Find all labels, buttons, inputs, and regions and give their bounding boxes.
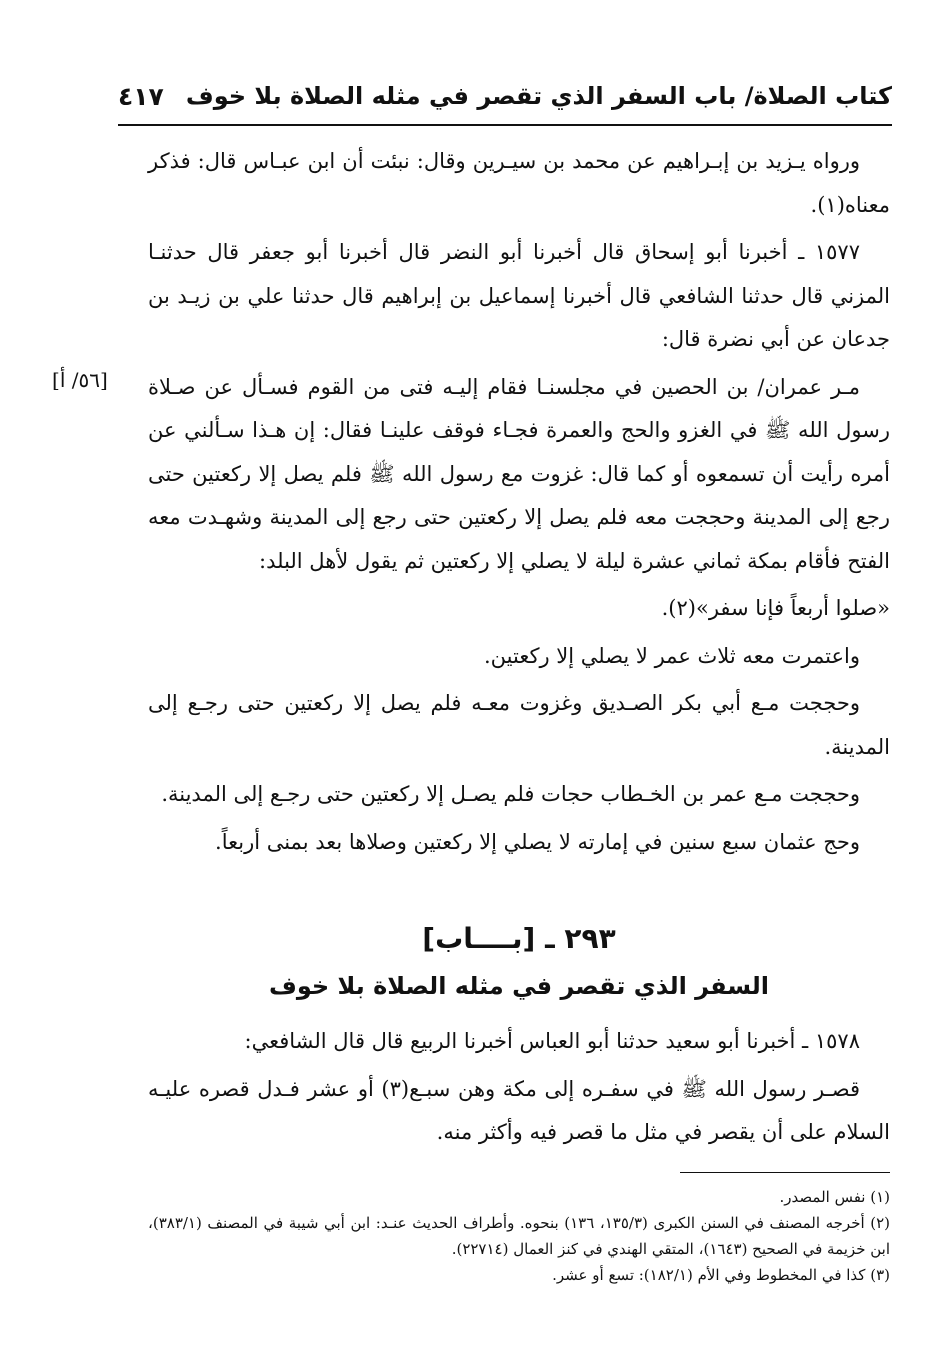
paragraph: وحججت مـع عمر بن الخـطاب حجات فلم يصـل إلا ركعتين حتى رجـع إلى المدينة. xyxy=(161,782,860,806)
paragraph: مـر عمران/ بن الحصين في مجلسنـا فقام إليـه فتى من القوم فسـأل عن صـلاة رسول الله ﷺ في الغزو والحج والعمرة فجـاء فوقف علينـا فقال: إن هـذا سـألني عن أمره رأيت أن تسمعوه أو كما قال: غزوت مع رسول الله ﷺ فلم يصل إلا ركعتين حتى رجع إلى المدينة وحججت معه فلم يصل إلا ركعتين حتى رجع إلى المدينة وشهـدت معه الفتح فأقام بمكة ثماني عشرة ليلة لا يصلي إلا ركعتين ثم يقول لأهل البلد: xyxy=(148,374,890,573)
footnotes xyxy=(148,1184,890,1288)
hadith-paragraph: ١٥٧٨ ـ أخبرنا أبو سعيد حدثنا أبو العباس أخبرنا الربيع قال قال الشافعي: xyxy=(244,1029,860,1053)
main-text xyxy=(148,140,890,868)
footnote-divider xyxy=(680,1172,890,1173)
paragraph: واعتمرت معه ثلاث عمر لا يصلي إلا ركعتين. xyxy=(483,643,860,668)
footnote: (٣) كذا في المخطوط وفي الأم (١٨٢/١): تسع أو عشر. xyxy=(552,1266,890,1284)
page-number: ٤١٧ xyxy=(118,82,164,111)
quoted-hadith: «صلوا أربعاً فإنا سفر»(٢). xyxy=(661,596,890,620)
paragraph: وحج عثمان سبع سنين في إمارته لا يصلي إلا ركعتين وصلاها بعد بمنى أربعاً. xyxy=(215,829,860,854)
paragraph: ورواه يـزيد بن إبـراهيم عن محمد بن سيـرين وقال: نبئت أن ابن عبـاس قال: فذكر معناه(١). xyxy=(148,149,890,217)
footnote: (٢) أخرجه المصنف في السنن الكبرى (١٣٥/٣، ١٣٦) بنحوه. وأطراف الحديث عنـد: ابن أبي شيبة في المصنف (٣٨٣/١)، ابن خزيمة في الصحيح (١٦٤٣)، المتقي الهندي في كنز العمال (٢٢٧١٤). xyxy=(148,1214,890,1258)
footnote: (١) نفس المصدر. xyxy=(779,1188,890,1206)
chapter-number: ٢٩٣ ـ [بــــاب] xyxy=(422,922,616,955)
running-header xyxy=(118,82,892,122)
chapter-title: السفر الذي تقصر في مثله الصلاة بلا خوف xyxy=(268,972,770,1000)
paragraph: وحججت مـع أبي بكر الصـديق وغزوت معـه فلم يصل إلا ركعتين حتى رجـع إلى المدينة. xyxy=(148,691,890,759)
header-title: كتاب الصلاة/ باب السفر الذي تقصر في مثله الصلاة بلا خوف xyxy=(185,82,892,110)
header-divider xyxy=(118,124,892,126)
paragraph: قصـر رسول الله ﷺ في سفـره إلى مكة وهن سبـع(٣) أو عشر فـدل قصره عليـه السلام على أن يقصر في مثل ما قصر فيه وأكثر منه. xyxy=(148,1076,890,1144)
chapter-text xyxy=(148,1020,890,1159)
manuscript-folio-reference: [٥٦/ أ] xyxy=(52,368,108,392)
hadith-paragraph: ١٥٧٧ ـ أخبرنا أبو إسحاق قال أخبرنا أبو النضر قال أخبرنا أبو جعفر قال حدثنـا المزني قال حدثنا الشافعي قال أخبرنا إسماعيل بن إبراهيم قال حدثنا علي بن زيـد بن جدعان عن أبي نضرة قال: xyxy=(148,240,890,351)
